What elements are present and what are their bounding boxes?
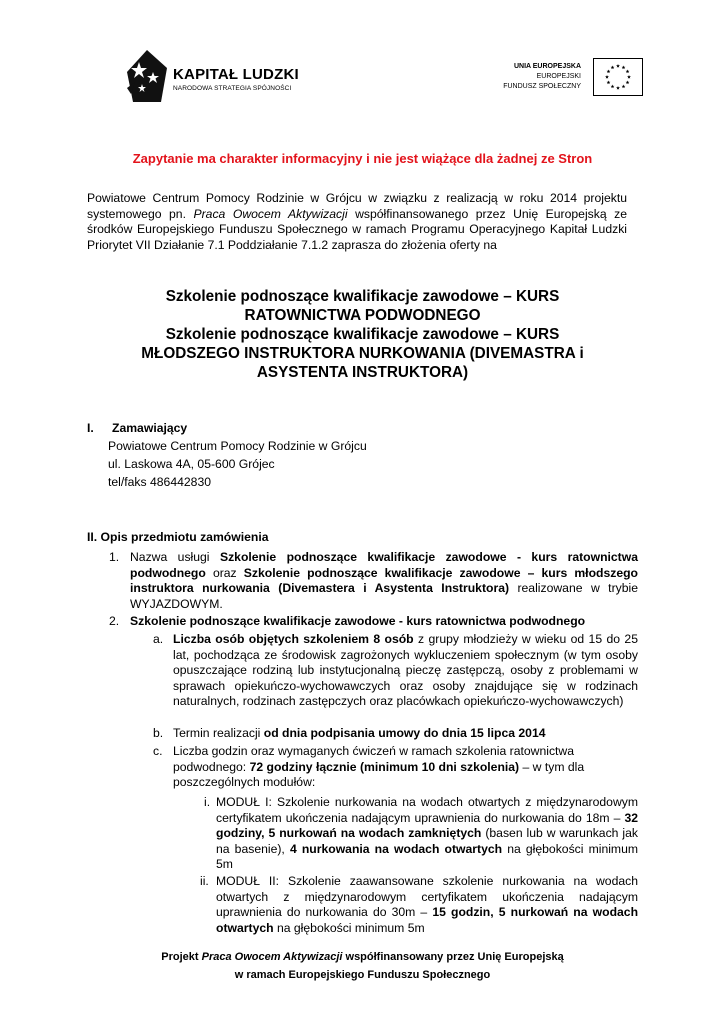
eu-star-icon xyxy=(622,65,626,69)
section-1-title xyxy=(87,421,187,435)
list-item-c-text-a: Liczba godzin oraz wymaganych ćwiczeń w ramach szkolenia ratownictwa podwodnego: xyxy=(173,744,575,774)
main-heading xyxy=(60,287,665,382)
intro-text-2: współfinansowanego przez Unię Europejską ze środków Europejskiego Funduszu Społecznego w ramach Programu Operacyjnego Kapitał Ludzki Priorytet VII Działanie 7.1 Poddziałanie 7.1.2 zaprasza do złożenia oferty na xyxy=(87,206,627,252)
address-line-2: ul. Laskowa 4A, 05-600 Grójec xyxy=(108,457,275,471)
list-item-i-marker: i. xyxy=(204,795,211,809)
disclaimer: Zapytanie ma charakter informacyjny i nie jest wiążące dla żadnej ze Stron xyxy=(132,151,593,166)
eu-text xyxy=(503,62,581,92)
list-item-i-dives: 4 nurkowania na wodach otwartych xyxy=(289,841,503,856)
kapital-ludzki-logo xyxy=(125,48,305,108)
list-item-c-hours: 72 godziny łącznie (minimum 10 dni szkolenia) xyxy=(249,759,520,774)
list-item-c-marker: c. xyxy=(153,744,163,758)
list-item-b-date: od dnia podpisania umowy do dnia 15 lipca 2014 xyxy=(263,726,546,740)
eu-star-icon xyxy=(627,75,631,79)
list-item-i-text-c: (basen lub w warunkach jak na basenie), xyxy=(216,826,638,856)
list-item-a-count: Liczba osób objętych szkoleniem 8 osób xyxy=(173,632,414,646)
kapital-ludzki-subtitle: NARODOWA STRATEGIA SPÓJNOŚCI xyxy=(173,85,292,92)
list-item-ii-marker: ii. xyxy=(200,874,209,888)
footer-project-name: Praca Owocem Aktywizacji xyxy=(201,951,343,963)
list-item-1-service-1: Szkolenie podnoszące kwalifikacje zawodowe - kurs ratownictwa podwodnego xyxy=(130,550,639,580)
address-line-1: Powiatowe Centrum Pomocy Rodzinie w Grójcu xyxy=(108,439,367,453)
list-item-a xyxy=(153,632,638,710)
list-item-2-title: Szkolenie podnoszące kwalifikacje zawodowe - kurs ratownictwa podwodnego xyxy=(130,614,586,628)
eu-logo-block xyxy=(492,58,647,100)
list-item-c-text-c: – w tym dla poszczególnych modułów: xyxy=(173,759,585,789)
intro-project-name: Praca Owocem Aktywizacji xyxy=(193,206,348,221)
list-item-1-text-a: Nazwa usługi xyxy=(130,550,220,564)
list-item-2 xyxy=(109,614,638,630)
list-item-ii-text-c: na głębokości minimum 5m xyxy=(273,920,425,935)
list-item-1-text-e: realizowane w trybie WYJAZDOWYM. xyxy=(130,581,638,611)
eu-star-icon xyxy=(607,70,611,74)
eu-line3: FUNDUSZ SPOŁECZNY xyxy=(503,83,581,90)
heading-line-2: RATOWNICTWA PODWODNEGO xyxy=(244,307,481,324)
list-item-ii-hours: 15 godzin, 5 nurkowań na wodach otwartych xyxy=(216,905,639,935)
list-item-i-text-a: MODUŁ I: Szkolenie nurkowania na wodach otwartych z międzynarodowym certyfikatem ukończenia nadającym uprawnienia do nurkowania do 18m – xyxy=(216,795,638,825)
heading-line-3: Szkolenie podnoszące kwalifikacje zawodowe – KURS xyxy=(165,326,560,343)
kapital-ludzki-title: KAPITAŁ LUDZKI xyxy=(173,66,299,83)
list-item-1-service-2: Szkolenie podnoszące kwalifikacje zawodowe – kurs młodszego instruktora nurkowania (Divemastera i Asystenta Instruktora) xyxy=(130,565,638,595)
list-item-1 xyxy=(109,550,639,612)
list-item-i xyxy=(204,795,639,873)
intro-paragraph xyxy=(87,191,627,253)
list-item-b-text: Termin realizacji xyxy=(173,726,264,740)
list-item-ii xyxy=(200,874,639,936)
heading-line-1: Szkolenie podnoszące kwalifikacje zawodowe – KURS xyxy=(165,288,560,305)
page-footer xyxy=(0,948,725,984)
list-item-a-text: z grupy młodzieży w wieku od 15 do 25 lat, pochodząca ze środowisk zagrożonych wykluczeniem społecznym (w tym osoby opuszczające rodziną lub instytucjonalną pieczę zastępczą, osoby z problemami w sprawach opiekuńczo-wychowawczych oraz osoby znajdujące się w rodzinach naturalnych, rodzinach zastępczych oraz placówkach opiekuńczo-wychowawczych) xyxy=(173,632,638,708)
eu-star-icon xyxy=(626,81,630,85)
list-item-i-text-e: na głębokości minimum 5m xyxy=(216,841,639,871)
list-item-1-text-c: oraz xyxy=(205,565,244,580)
intro-text-1: Powiatowe Centrum Pomocy Rodzinie w Grójcu w związku z realizacją w roku 2014 projektu systemowego pn. xyxy=(87,191,627,221)
list-item-i-hours: 32 godziny, 5 nurkowań na wodach zamkniętych xyxy=(216,810,638,840)
list-item-ii-text-a: MODUŁ II: Szkolenie zaawansowane szkolenie nurkowania na wodach otwartych z międzynarodowym certyfikatem ukończenia nadającym uprawnienia do nurkowania do 30m – xyxy=(216,874,638,919)
footer-pre: Projekt xyxy=(161,951,202,963)
eu-star-icon xyxy=(616,86,620,90)
section-2-title: II. Opis przedmiotu zamówienia xyxy=(87,530,269,544)
eu-star-icon xyxy=(622,85,626,89)
eu-line2: EUROPEJSKI xyxy=(536,73,581,80)
eu-star-icon xyxy=(626,70,630,74)
eu-line1: UNIA EUROPEJSKA xyxy=(513,63,581,70)
eu-flag-icon xyxy=(593,58,643,96)
footer-post: współfinansowany przez Unię Europejską xyxy=(342,951,564,963)
footer-line-1 xyxy=(0,948,725,966)
list-item-2-number: 2. xyxy=(109,614,120,628)
footer-line-2: w ramach Europejskiego Funduszu Społecznego xyxy=(234,969,491,981)
eu-star-icon xyxy=(605,75,609,79)
eu-star-icon xyxy=(607,81,611,85)
address-line-3: tel/faks 486442830 xyxy=(108,475,211,489)
list-item-b xyxy=(153,726,638,742)
section-1-label: Zamawiający xyxy=(112,421,188,435)
eu-star-icon xyxy=(611,85,615,89)
list-item-b-marker: b. xyxy=(153,726,164,740)
list-item-c xyxy=(153,744,638,791)
section-1-number: I. xyxy=(87,421,94,435)
heading-line-5: ASYSTENTA INSTRUKTORA) xyxy=(256,364,469,381)
kapital-ludzki-emblem-icon xyxy=(125,48,169,104)
heading-line-4: MŁODSZEGO INSTRUKTORA NURKOWANIA (DIVEMASTRA i xyxy=(141,345,584,362)
list-item-1-number: 1. xyxy=(109,550,120,564)
eu-star-icon xyxy=(611,65,615,69)
list-item-a-marker: a. xyxy=(153,632,164,646)
eu-star-icon xyxy=(616,64,620,68)
